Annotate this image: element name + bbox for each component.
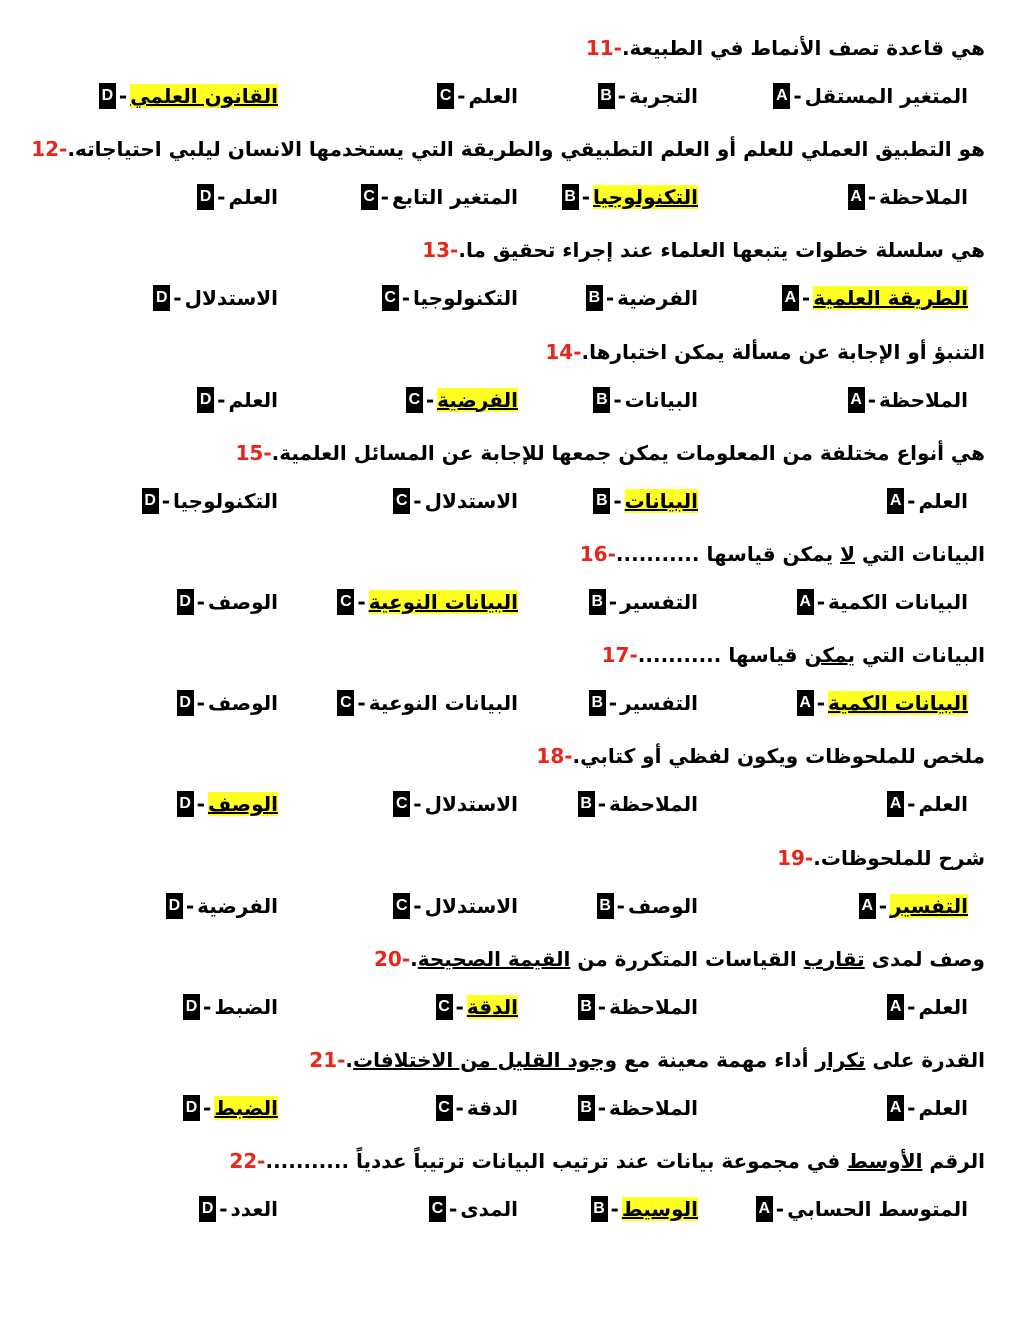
- option-dash: -: [413, 792, 422, 817]
- option-c[interactable]: [361, 177, 518, 217]
- question-text: التنبؤ أو الإجابة عن مسألة يمكن اختبارها.: [581, 339, 985, 364]
- option-dash: -: [380, 185, 389, 210]
- option-b[interactable]: [591, 1189, 698, 1229]
- option-text: الملاحظة: [609, 1096, 698, 1120]
- question-14: [535, 330, 985, 374]
- option-text: العلم: [918, 792, 968, 817]
- option-dash: -: [173, 286, 182, 311]
- option-d[interactable]: [183, 987, 278, 1027]
- option-letter-badge: A: [797, 690, 814, 716]
- option-dash: -: [608, 691, 618, 716]
- option-letter-badge: C: [361, 184, 378, 210]
- question-number: 13-: [422, 238, 459, 263]
- option-c[interactable]: [406, 380, 518, 420]
- option-d[interactable]: [99, 76, 278, 116]
- option-letter-badge: A: [848, 387, 865, 413]
- option-c[interactable]: [393, 886, 518, 926]
- option-dash: -: [907, 994, 916, 1019]
- option-dash: -: [581, 185, 590, 210]
- question-number: 18-: [536, 744, 573, 769]
- option-letter-badge: B: [597, 893, 614, 919]
- option-dash: -: [203, 1096, 212, 1120]
- option-d[interactable]: [142, 481, 278, 521]
- option-letter-badge: A: [887, 994, 904, 1020]
- question-text: [265, 1149, 985, 1173]
- option-letter-badge: A: [859, 893, 876, 919]
- option-text: الفرضية: [197, 893, 278, 918]
- option-letter-badge: B: [562, 184, 579, 210]
- option-dash: -: [457, 84, 466, 108]
- question-text-part: قياسها ...........: [637, 643, 805, 668]
- option-text: الاستدلال: [424, 792, 518, 817]
- option-dash: -: [425, 387, 435, 412]
- option-dash: -: [617, 84, 626, 108]
- option-letter-badge: D: [197, 387, 214, 413]
- option-d[interactable]: [199, 1189, 278, 1229]
- option-c[interactable]: [429, 1189, 518, 1229]
- option-c[interactable]: [393, 784, 518, 824]
- option-letter-badge: B: [598, 83, 615, 109]
- option-text: المتغير التابع: [391, 185, 518, 210]
- question-21: [299, 1038, 985, 1082]
- option-dash: -: [357, 590, 366, 614]
- option-letter-badge: D: [177, 690, 194, 716]
- question-number: 14-: [545, 339, 582, 364]
- question-text: [638, 643, 985, 667]
- option-letter-badge: D: [183, 994, 200, 1020]
- option-letter-badge: D: [177, 589, 194, 615]
- option-letter-badge: D: [142, 488, 159, 514]
- option-dash: -: [616, 893, 625, 918]
- question-text-part: البيانات التي: [854, 643, 985, 668]
- option-text: التكنولوجيا: [173, 488, 278, 513]
- question-number: 20-: [374, 946, 411, 971]
- option-a[interactable]: [859, 886, 968, 926]
- option-letter-badge: D: [197, 184, 214, 210]
- option-a[interactable]: [887, 784, 968, 824]
- option-dash: -: [597, 1096, 607, 1120]
- question-text-part: الأوسط: [847, 1149, 923, 1174]
- question-text-part: البيانات التي: [854, 542, 985, 566]
- option-d[interactable]: [177, 582, 278, 622]
- option-text: الملاحظة: [609, 994, 698, 1019]
- option-c[interactable]: [337, 683, 518, 723]
- option-d[interactable]: [197, 380, 278, 420]
- option-dash: -: [907, 792, 916, 817]
- question-text-part: أداء مهمة معينة مع: [617, 1048, 816, 1072]
- option-a[interactable]: [887, 1088, 968, 1128]
- option-text: المتوسط الحسابي: [787, 1197, 968, 1222]
- option-b[interactable]: [589, 582, 698, 622]
- question-number: 22-: [229, 1149, 266, 1174]
- option-d[interactable]: [166, 886, 278, 926]
- correct-answer-text: البيانات: [624, 488, 698, 513]
- option-c[interactable]: [436, 987, 518, 1027]
- option-letter-badge: B: [578, 791, 595, 817]
- option-b[interactable]: [589, 683, 698, 723]
- option-dash: -: [793, 84, 802, 108]
- option-b[interactable]: [597, 886, 698, 926]
- question-text-part: .: [345, 1048, 354, 1072]
- option-letter-badge: B: [591, 1196, 608, 1222]
- option-dash: -: [608, 590, 618, 614]
- option-letter-badge: B: [578, 994, 595, 1020]
- option-letter-badge: A: [887, 791, 904, 817]
- question-16: [570, 532, 985, 576]
- question-text-part: وصف لمدى: [864, 946, 985, 971]
- option-text: الفرضية: [617, 286, 698, 311]
- option-text: العلم: [468, 84, 518, 108]
- option-dash: -: [775, 1197, 785, 1222]
- option-letter-badge: C: [436, 994, 453, 1020]
- option-b[interactable]: [562, 177, 698, 217]
- option-dash: -: [597, 994, 607, 1019]
- option-d[interactable]: [183, 1088, 278, 1128]
- option-b[interactable]: [586, 278, 698, 318]
- option-b[interactable]: [578, 1088, 698, 1128]
- option-b[interactable]: [578, 987, 698, 1027]
- question-11: [576, 26, 985, 70]
- option-dash: -: [613, 387, 622, 412]
- option-text: العدد: [230, 1197, 278, 1222]
- option-text: البيانات النوعية: [368, 691, 518, 716]
- question-text-part: لا: [840, 542, 855, 566]
- option-dash: -: [878, 893, 888, 918]
- option-letter-badge: B: [578, 1095, 595, 1121]
- option-text: التفسير: [620, 691, 698, 716]
- option-c[interactable]: [436, 1088, 518, 1128]
- correct-answer-text: البيانات الكمية: [828, 691, 968, 716]
- option-b[interactable]: [593, 481, 698, 521]
- option-d[interactable]: [177, 784, 278, 824]
- option-text: العلم: [918, 994, 968, 1019]
- question-number: 11-: [585, 36, 622, 60]
- correct-answer-text: الوسيط: [621, 1197, 698, 1222]
- option-dash: -: [196, 691, 205, 716]
- option-letter-badge: D: [166, 893, 183, 919]
- question-text: هي قاعدة تصف الأنماط في الطبيعة.: [621, 36, 985, 60]
- option-dash: -: [203, 994, 212, 1019]
- option-text: الاستدلال: [424, 488, 518, 513]
- option-letter-badge: B: [586, 285, 603, 311]
- option-letter-badge: C: [382, 285, 399, 311]
- option-a[interactable]: [782, 278, 968, 318]
- option-text: العلم: [918, 1096, 968, 1120]
- question-text-part: .: [410, 946, 418, 971]
- option-letter-badge: C: [393, 791, 410, 817]
- correct-answer-text: الضبط: [214, 1096, 278, 1120]
- option-text: العلم: [228, 185, 278, 210]
- option-letter-badge: D: [177, 791, 194, 817]
- option-text: الوصف: [627, 893, 698, 918]
- option-dash: -: [196, 792, 205, 817]
- option-text: التكنولوجيا: [413, 286, 518, 311]
- option-letter-badge: D: [99, 83, 116, 109]
- option-dash: -: [610, 1197, 619, 1222]
- correct-answer-text: التكنولوجيا: [593, 185, 698, 210]
- option-text: الوصف: [207, 590, 278, 614]
- correct-answer-text: الفرضية: [437, 387, 518, 412]
- option-letter-badge: C: [337, 690, 354, 716]
- option-letter-badge: A: [773, 83, 790, 109]
- question-text: [345, 1048, 985, 1072]
- question-text: شرح للملحوظات.: [813, 845, 985, 870]
- option-b[interactable]: [593, 380, 698, 420]
- option-dash: -: [118, 84, 128, 108]
- option-c[interactable]: [393, 481, 518, 521]
- option-dash: -: [401, 286, 410, 311]
- option-text: التجربة: [628, 84, 698, 108]
- question-text: [410, 947, 985, 971]
- option-letter-badge: D: [153, 285, 170, 311]
- option-dash: -: [217, 185, 226, 210]
- option-text: الملاحظة: [609, 792, 698, 817]
- option-letter-badge: A: [887, 488, 904, 514]
- question-number: 17-: [601, 643, 638, 668]
- question-number: 21-: [309, 1048, 346, 1072]
- question-text: هو التطبيق العملي للعلم أو العلم التطبيقي والطريقة التي يستخدمها الانسان ليلبي احتياجاته.: [67, 137, 985, 162]
- option-b[interactable]: [578, 784, 698, 824]
- question-text-part: وجود القليل من الاختلافات: [353, 1048, 618, 1072]
- option-text: الاستدلال: [424, 893, 518, 918]
- option-a[interactable]: [773, 76, 968, 116]
- option-a[interactable]: [887, 987, 968, 1027]
- option-letter-badge: B: [593, 488, 610, 514]
- question-number: 12-: [31, 137, 68, 162]
- option-d[interactable]: [153, 278, 278, 318]
- option-dash: -: [357, 691, 366, 716]
- option-dash: -: [597, 792, 607, 817]
- option-text: البيانات: [624, 387, 698, 412]
- option-text: المدى: [460, 1197, 518, 1222]
- option-letter-badge: C: [337, 589, 354, 615]
- option-text: الملاحظة: [879, 387, 968, 412]
- question-text-part: القياسات المتكررة من: [570, 946, 804, 971]
- option-letter-badge: D: [199, 1196, 216, 1222]
- option-letter-badge: C: [429, 1196, 446, 1222]
- question-number: 19-: [777, 845, 814, 870]
- option-dash: -: [219, 1197, 228, 1222]
- option-text: الدقة: [466, 1096, 518, 1120]
- question-text: هي سلسلة خطوات يتبعها العلماء عند إجراء تحقيق ما.: [458, 238, 985, 263]
- option-letter-badge: D: [183, 1095, 200, 1121]
- correct-answer-text: التفسير: [890, 893, 968, 918]
- option-b[interactable]: [598, 76, 698, 116]
- option-a[interactable]: [756, 1189, 968, 1229]
- question-text-part: في مجموعة بيانات عند ترتيب البيانات ترتيباً عددياً ...........: [265, 1149, 848, 1174]
- option-dash: -: [816, 590, 826, 614]
- correct-answer-text: الطريقة العلمية: [813, 286, 968, 311]
- option-letter-badge: C: [406, 387, 423, 413]
- option-letter-badge: C: [437, 83, 454, 109]
- question-17: [592, 633, 985, 677]
- question-15: [226, 431, 985, 475]
- option-letter-badge: C: [393, 488, 410, 514]
- correct-answer-text: القانون العلمي: [130, 84, 278, 108]
- option-letter-badge: B: [593, 387, 610, 413]
- option-letter-badge: A: [797, 589, 814, 615]
- option-d[interactable]: [197, 177, 278, 217]
- option-dash: -: [217, 387, 226, 412]
- question-text: [616, 542, 985, 566]
- question-18: [526, 734, 985, 778]
- option-dash: -: [907, 488, 916, 513]
- question-text-part: يمكن: [804, 643, 855, 668]
- question-text-part: الرقم: [922, 1149, 985, 1174]
- question-text-part: يمكن قياسها ...........: [615, 542, 841, 566]
- option-dash: -: [455, 1096, 464, 1120]
- question-number: 16-: [579, 542, 616, 566]
- option-dash: -: [413, 488, 422, 513]
- question-text-part: القدرة على: [865, 1048, 985, 1072]
- option-dash: -: [816, 691, 826, 716]
- option-dash: -: [801, 286, 811, 311]
- option-dash: -: [613, 488, 622, 513]
- question-13: [412, 228, 985, 272]
- option-d[interactable]: [177, 683, 278, 723]
- option-dash: -: [413, 893, 422, 918]
- option-dash: -: [605, 286, 615, 311]
- question-number: 15-: [235, 440, 272, 465]
- option-dash: -: [161, 488, 170, 513]
- question-text: هي أنواع مختلفة من المعلومات يمكن جمعها للإجابة عن المسائل العلمية.: [271, 440, 985, 465]
- option-letter-badge: A: [848, 184, 865, 210]
- option-a[interactable]: [848, 177, 968, 217]
- option-c[interactable]: [382, 278, 518, 318]
- option-letter-badge: A: [782, 285, 799, 311]
- option-text: الاستدلال: [184, 286, 278, 311]
- option-letter-badge: B: [589, 589, 606, 615]
- question-19: [767, 836, 985, 880]
- option-letter-badge: A: [756, 1196, 773, 1222]
- option-dash: -: [185, 893, 195, 918]
- option-dash: -: [867, 185, 877, 210]
- option-c[interactable]: [337, 582, 518, 622]
- correct-answer-text: الوصف: [207, 792, 278, 817]
- option-a[interactable]: [797, 582, 968, 622]
- option-text: الوصف: [207, 691, 278, 716]
- option-a[interactable]: [848, 380, 968, 420]
- question-text-part: تكرار: [815, 1048, 866, 1072]
- option-c[interactable]: [437, 76, 518, 116]
- option-dash: -: [867, 387, 877, 412]
- question-text-part: القيمة الصحيحة: [417, 946, 571, 971]
- option-a[interactable]: [887, 481, 968, 521]
- option-dash: -: [455, 994, 464, 1019]
- option-text: العلم: [228, 387, 278, 412]
- correct-answer-text: الدقة: [466, 994, 518, 1019]
- option-text: العلم: [918, 488, 968, 513]
- question-20: [364, 937, 985, 981]
- option-text: المتغير المستقل: [804, 84, 968, 108]
- option-text: التفسير: [620, 590, 698, 614]
- option-text: الملاحظة: [879, 185, 968, 210]
- option-dash: -: [907, 1096, 916, 1120]
- question-22: [219, 1139, 985, 1183]
- question-12: [21, 127, 985, 171]
- option-text: الضبط: [214, 994, 278, 1019]
- option-dash: -: [449, 1197, 458, 1222]
- option-letter-badge: B: [589, 690, 606, 716]
- option-letter-badge: C: [436, 1095, 453, 1121]
- question-text: ملخص للملحوظات ويكون لفظي أو كتابي.: [572, 744, 985, 769]
- correct-answer-text: البيانات النوعية: [368, 590, 518, 614]
- option-letter-badge: C: [393, 893, 410, 919]
- option-a[interactable]: [797, 683, 968, 723]
- option-text: البيانات الكمية: [828, 590, 968, 614]
- option-dash: -: [196, 590, 205, 614]
- question-text-part: تقارب: [803, 946, 865, 971]
- option-letter-badge: A: [887, 1095, 904, 1121]
